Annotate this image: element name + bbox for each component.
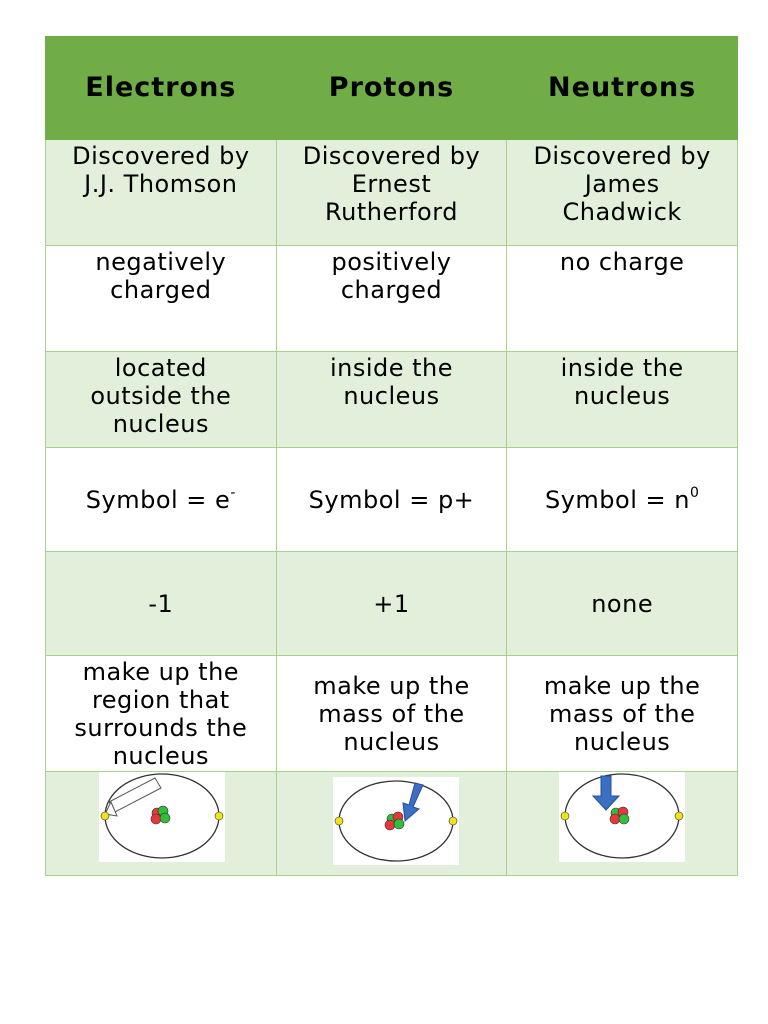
atom-proton-diagram-icon xyxy=(333,777,459,865)
electron-discovery-cell: Discovered by J.J. Thomson xyxy=(46,140,277,246)
proton-location-cell: inside the nucleus xyxy=(276,352,507,448)
electron-diagram-cell xyxy=(46,772,277,876)
proton-charge-cell: positively charged xyxy=(276,246,507,352)
proton-symbol-cell: Symbol = p+ xyxy=(276,448,507,552)
discovery-row xyxy=(46,140,738,246)
particle-comparison-table xyxy=(45,36,738,876)
proton-relative-charge-cell: +1 xyxy=(276,552,507,656)
symbol-row xyxy=(46,448,738,552)
neutron-diagram-cell xyxy=(507,772,738,876)
location-row xyxy=(46,352,738,448)
charge-row xyxy=(46,246,738,352)
header-electrons: Electrons xyxy=(46,37,277,140)
neutron-relative-charge-cell: none xyxy=(507,552,738,656)
neutron-charge-cell: no charge xyxy=(507,246,738,352)
neutron-location-cell: inside the nucleus xyxy=(507,352,738,448)
electron-symbol-cell: Symbol = e- xyxy=(46,448,277,552)
electron-charge-cell: negatively charged xyxy=(46,246,277,352)
atom-electron-diagram-icon xyxy=(99,772,225,862)
diagram-row xyxy=(46,772,738,876)
proton-diagram-cell xyxy=(276,772,507,876)
header-neutrons: Neutrons xyxy=(507,37,738,140)
atom-neutron-diagram-icon xyxy=(559,772,685,862)
electron-role-cell: make up the region that surrounds the nucleus xyxy=(46,656,277,772)
electron-location-cell: located outside the nucleus xyxy=(46,352,277,448)
header-row xyxy=(46,37,738,140)
electron-relative-charge-cell: -1 xyxy=(46,552,277,656)
neutron-role-cell: make up the mass of the nucleus xyxy=(507,656,738,772)
neutron-symbol-cell: Symbol = $n^0$ xyxy=(507,448,738,552)
proton-discovery-cell: Discovered by Ernest Rutherford xyxy=(276,140,507,246)
header-protons: Protons xyxy=(276,37,507,140)
role-row xyxy=(46,656,738,772)
neutron-discovery-cell: Discovered by James Chadwick xyxy=(507,140,738,246)
proton-role-cell: make up the mass of the nucleus xyxy=(276,656,507,772)
relative-charge-row xyxy=(46,552,738,656)
